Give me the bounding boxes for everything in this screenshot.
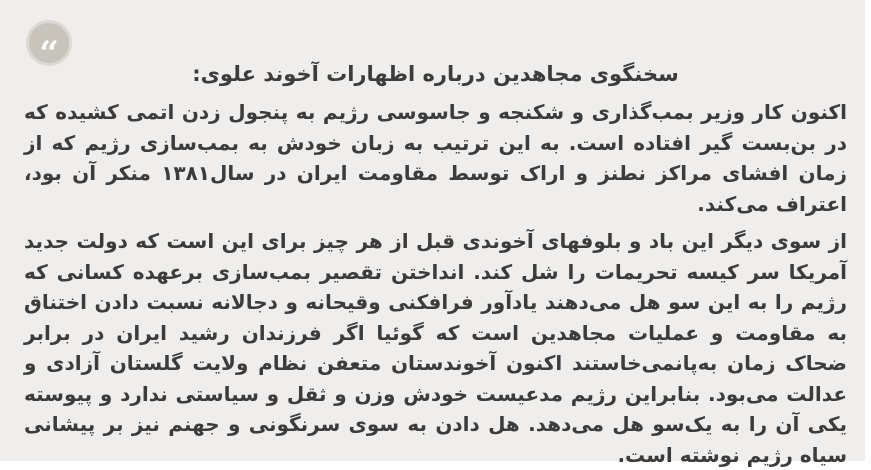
quote-content	[0, 58, 865, 470]
quote-paragraph-1: اکنون کار وزیر بمب‌گذاری و شکنجه و جاسوسی رژیم به پنجول زدن اتمی کشیده که در بن‌بست گیر افتاده است. به این ترتیب به زبان خودش به بمب‌سازی رژیم که از زمان افشای مراکز نطنز و اراک توسط مقاومت ایران در سال۱۳۸۱ منکر آن بود، اعتراف می‌کند.	[24, 100, 847, 216]
opening-quote-glyph: “	[39, 34, 59, 66]
page-edge	[865, 0, 871, 461]
quote-heading: سخنگوی مجاهدین درباره اظهارات آخوند علوی:	[192, 62, 679, 86]
quote-paragraph-2: از سوی دیگر این باد و بلوفهای آخوندی قبل از هر چیز برای این است که دولت جدید آمریکا سر کیسه تحریمات را شل کند. انداختن تقصیر بمب‌سازی برعهده کسانی که رژیم را به این سو هل می‌دهند یادآور فرافکنی وقیحانه و دجالانه نسبت دادن اختناق به مقاومت و عملیات مجاهدین است که گوئیا اگر فرزندان رشید ایران در برابر ضحاک زمان به‌پانمی‌خاستند اکنون آخوندستان متعفن نظام ولایت گلستان آزادی و عدالت می‌بود. بنابراین رژیم مدعیست خودش وزن و ثقل و سیاستی ندارد و پیوسته یکی آن را به یک‌سو هل می‌دهد. هل دادن به سوی سرنگونی و جهنم نیز بر پیشانی سیاه رژیم نوشته است.	[24, 229, 847, 467]
